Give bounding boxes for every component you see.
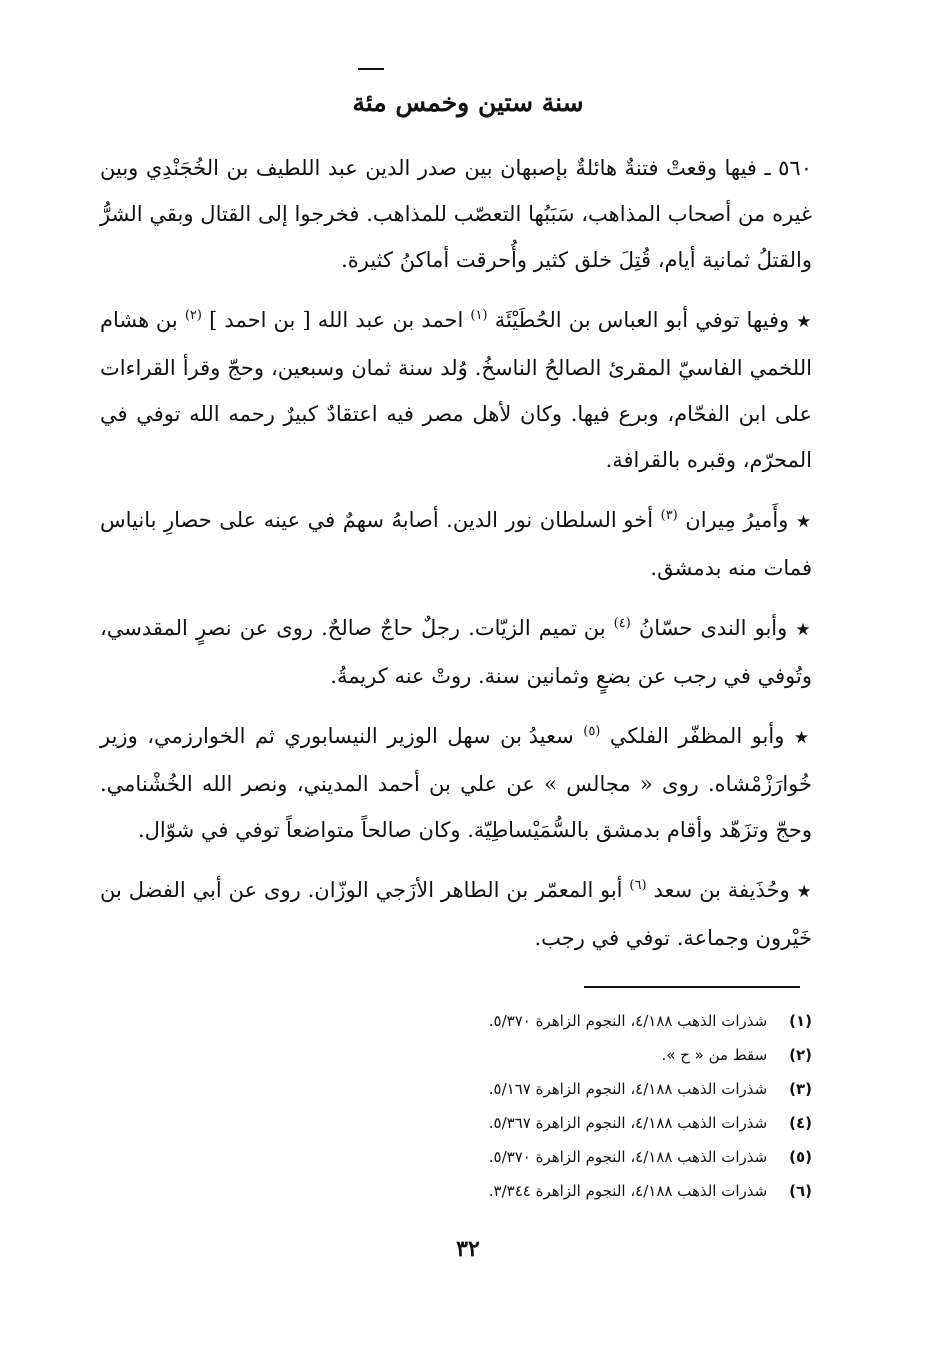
page-number: ٣٢ (456, 1236, 480, 1262)
footnote-number: (٦) (789, 1182, 812, 1200)
star-icon: ★ (793, 728, 812, 748)
footnote-ref: (٤) (613, 616, 631, 631)
footnote-number: (٥) (789, 1148, 812, 1166)
footnote-divider (584, 986, 800, 988)
entry-paragraph-3 (100, 497, 812, 591)
footnote-number: (٤) (789, 1114, 812, 1132)
footnote-text: شذرات الذهب ٤/١٨٨، النجوم الزاهرة ٥/٣٧٠. (488, 1012, 768, 1030)
entry-text: سعيدُ بن سهل الوزير النيسابوري ثم الخوارزمي، وزير خُوارَزْمْشاه. روى « مجالس » عن علي بن أحمد المديني، ونصر الله الخُشْنامي. وحجّ وتزَهّد وأقام بدمشق بالسُّمَيْساطِيّة. وكان صالحاً متواضعاً توفي في شوّال. (100, 724, 812, 842)
footnote-ref: (٦) (629, 878, 647, 893)
entry-paragraph-5 (100, 713, 812, 853)
entry-text: وفيها توفي أبو العباس بن الحُطَيْئَة (494, 308, 790, 332)
page-heading: سنة ستين وخمس مئة (352, 88, 584, 117)
star-icon: ★ (796, 312, 812, 332)
entry-text: بن هشام اللخمي الفاسيّ المقرئ الصالحُ الناسخُ. وُلد سنة ثمان وسبعين، وحجّ وقرأ القراءات على ابن الفحّام، وبرع فيها. وكان لأهل مصر فيه اعتقادٌ كبيرٌ رحمه الله توفي في المحرّم، وقبره بالقرافة. (100, 308, 812, 472)
entry-text: وأبو الندى حسّانُ (638, 616, 788, 640)
body-text (100, 145, 812, 975)
entry-text: بن تميم الزيّات. رجلٌ حاجٌ صالحٌ. روى عن نصرٍ المقدسي، وتُوفي في رجب عن بضعٍ وثمانين سنة. روتْ عنه كريمةُ. (100, 616, 812, 688)
footnote-ref: (٢) (184, 308, 202, 323)
footnote-text: شذرات الذهب ٤/١٨٨، النجوم الزاهرة ٥/٣٧٠. (488, 1148, 768, 1166)
entry-text: وأَميرُ مِيران (685, 508, 789, 532)
footnote-item (100, 1140, 812, 1174)
footnote-item (100, 1106, 812, 1140)
footnote-number: (٢) (789, 1046, 812, 1064)
footnote-ref: (١) (470, 308, 488, 323)
entry-text: وأبو المظفّر الفلكي (609, 724, 785, 748)
footnote-text: شذرات الذهب ٤/١٨٨، النجوم الزاهرة ٣/٣٤٤. (488, 1182, 768, 1200)
footnote-number: (٣) (789, 1080, 812, 1098)
entry-paragraph-6 (100, 867, 812, 961)
star-icon: ★ (795, 512, 812, 532)
footnotes (100, 1004, 812, 1208)
entry-text: وحُذَيفة بن سعد (653, 878, 790, 902)
footnote-item (100, 1004, 812, 1038)
top-rule (358, 68, 384, 70)
footnote-text: شذرات الذهب ٤/١٨٨، النجوم الزاهرة ٥/١٦٧. (488, 1080, 768, 1098)
entry-paragraph-4 (100, 605, 812, 699)
footnote-item (100, 1072, 812, 1106)
footnote-number: (١) (789, 1012, 812, 1030)
footnote-text: شذرات الذهب ٤/١٨٨، النجوم الزاهرة ٥/٣٦٧. (488, 1114, 768, 1132)
entry-text: احمد بن عبد الله [ بن احمد ] (209, 308, 464, 332)
footnote-item (100, 1174, 812, 1208)
footnote-text: سقط من « ح ». (661, 1046, 768, 1064)
entry-text: أخو السلطان نور الدين. أصابهُ سهمٌ في عينه على حصارِ بانياس فمات منه بدمشق. (100, 508, 812, 580)
footnote-ref: (٥) (583, 724, 601, 739)
entry-text: ٥٦٠ ـ فيها وقعتْ فتنةٌ هائلةٌ بإصبهان بين صدر الدين عبد اللطيف بن الخُجَنْدِي وبين غيره من أصحاب المذاهب، سَبَبُها التعصّب للمذاهب. فخرجوا إلى القتال وبقي الشرُّ والقتلُ ثمانية أيام، قُتِلَ خلق كثير وأُحرقت أماكنُ كثيرة. (100, 156, 812, 272)
entry-paragraph-2 (100, 297, 812, 483)
star-icon: ★ (795, 620, 813, 640)
entry-text: أبو المعمّر بن الطاهر الأزَجي الوزّان. روى عن أبي الفضل بن خَيْرون وجماعة. توفي في رجب. (100, 878, 812, 950)
footnote-ref: (٣) (660, 508, 678, 523)
entry-paragraph-1 (100, 145, 812, 283)
footnote-item (100, 1038, 812, 1072)
star-icon: ★ (796, 882, 812, 902)
